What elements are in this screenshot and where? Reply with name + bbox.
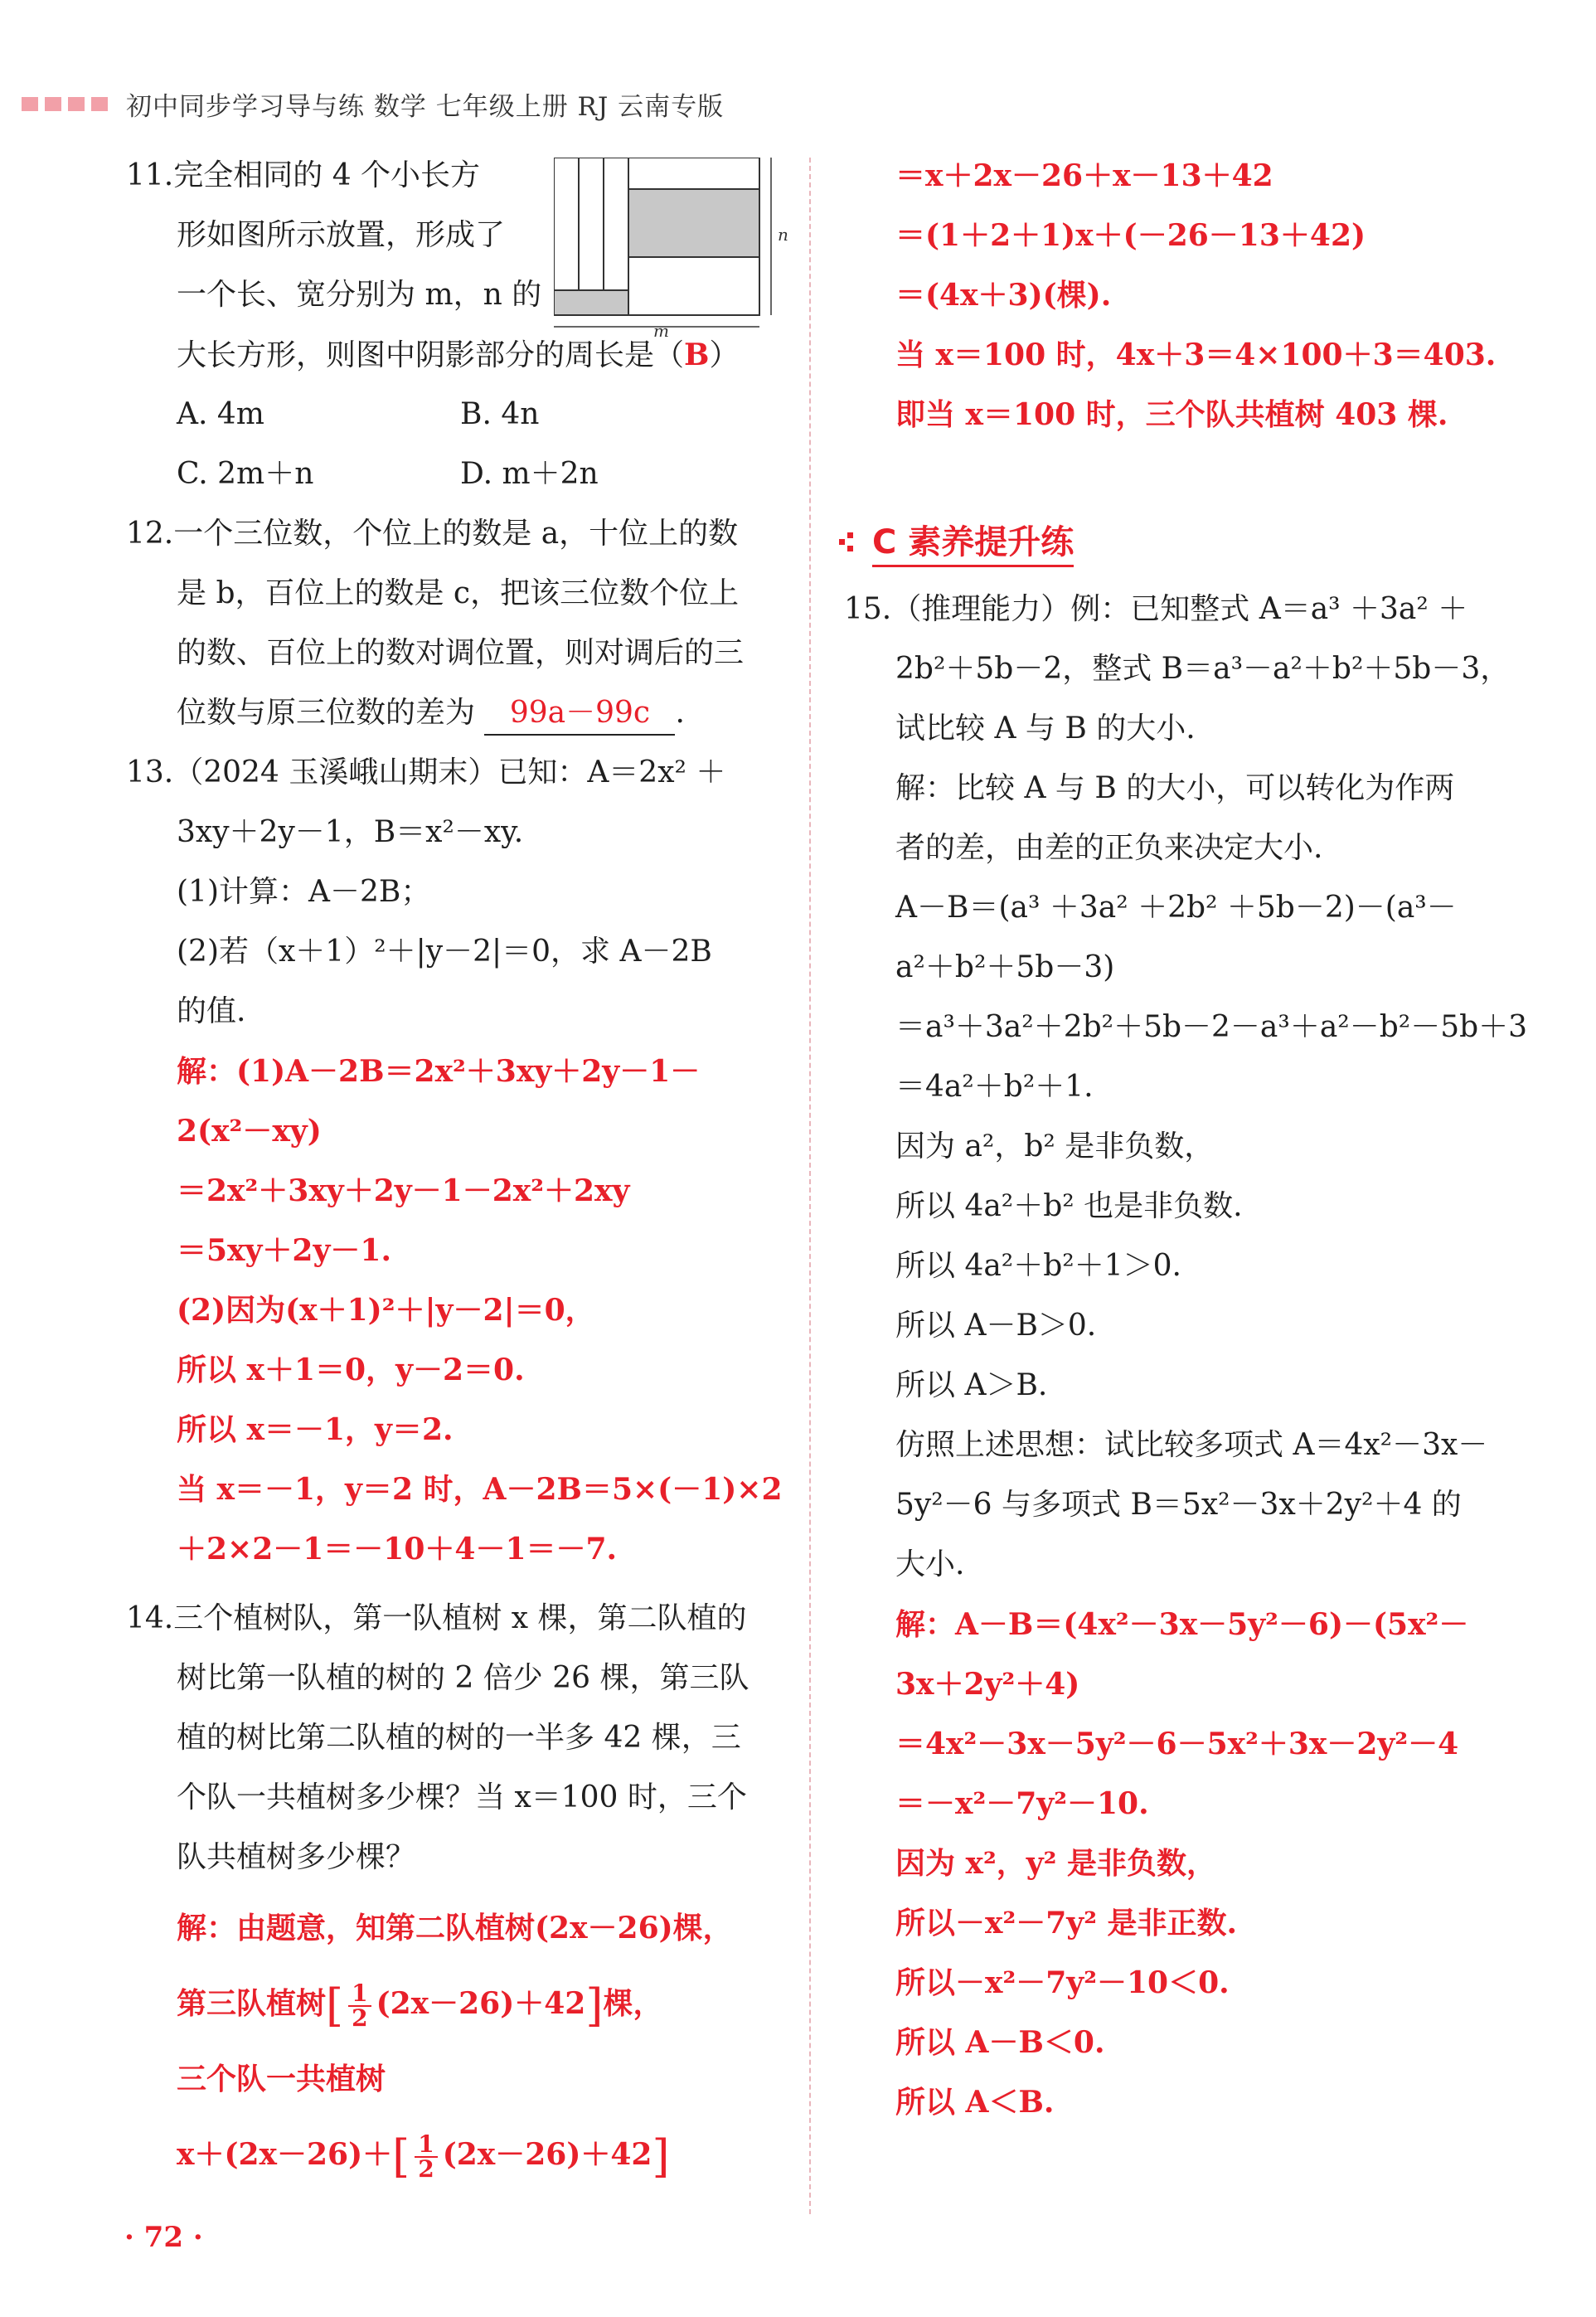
q13-solution-4: ＝5xy＋2y－1. [177, 1233, 391, 1268]
q14-solution-right-3: ＝(4x＋3)(棵). [895, 278, 1112, 313]
q14-solution-right-1: ＝x＋2x－26＋x－13＋42 [895, 158, 1273, 193]
q11-option-a: A. 4m [177, 397, 264, 431]
q11-option-c: C. 2m＋n [177, 457, 314, 491]
q13-line-3: (1)计算：A－2B； [177, 875, 431, 909]
q15-solution-5: 因为 x²，y² 是非负数， [895, 1846, 1216, 1881]
q15-line-7: a²＋b²＋5b－3) [895, 950, 1115, 984]
page-header [22, 83, 724, 124]
header-decor-square [22, 97, 38, 111]
q11-stem-end: 大长方形，则图中阴影部分的周长是 [177, 338, 655, 372]
q14-solution-4: x＋(2x－26)＋[ $\frac{1}{2}$ (2x－26)＋42] [177, 2130, 670, 2183]
q11-option-d: D. m＋2n [460, 457, 599, 491]
header-decor-square [91, 97, 108, 111]
q13-solution-6: 所以 x＋1＝0，y－2＝0. [177, 1353, 525, 1387]
q11-line-4: 大长方形，则图中阴影部分的周长是（B） [177, 338, 740, 372]
q15-solution-3: ＝4x²－3x－5y²－6－5x²＋3x－2y²－4 [895, 1727, 1459, 1761]
q13-line-4: (2)若（x＋1）²＋|y－2|＝0，求 A－2B [177, 935, 712, 969]
q13-line-5: 的值. [177, 994, 246, 1028]
q14-solution-right-5: 即当 x＝100 时，三个队共植树 403 棵. [895, 397, 1448, 432]
q15-line-5: 者的差，由差的正负来决定大小. [895, 831, 1323, 865]
q15-line-12: 所以 4a²＋b²＋1＞0. [895, 1249, 1181, 1283]
q14-solution-right-2: ＝(1＋2＋1)x＋(－26－13＋42) [895, 218, 1366, 253]
q11-line-2: 形如图所示放置，形成了 [177, 218, 506, 252]
column-divider [809, 158, 811, 2214]
q15-solution-9: 所以 A＜B. [895, 2085, 1055, 2120]
q15-line-3: 试比较 A 与 B 的大小. [895, 712, 1196, 746]
q15-solution-1: 解：A－B＝(4x²－3x－5y²－6)－(5x²－ [895, 1607, 1469, 1642]
q14-solution-right-4: 当 x＝100 时，4x＋3＝4×100＋3＝403. [895, 338, 1497, 372]
q15-solution-8: 所以 A－B＜0. [895, 2025, 1105, 2060]
q14-sol4-pre: x＋(2x－26)＋ [177, 2137, 393, 2172]
q13-solution-5: (2)因为(x＋1)²＋|y－2|＝0， [177, 1293, 595, 1328]
q11-line-3: 一个长、宽分别为 m，n 的 [177, 278, 542, 312]
q14-solution-2: 第三队植树[ $\frac{1}{2}$ (2x－26)＋42]棵， [177, 1979, 663, 2032]
q13-solution-2: 2(x²－xy) [177, 1114, 322, 1149]
q13-solution-8: 当 x＝－1，y＝2 时，A－2B＝5×(－1)×2 [177, 1472, 783, 1507]
q11-rectangle-figure [554, 158, 794, 340]
q15-line-17: 大小. [895, 1547, 965, 1581]
q11-line-1: 11.完全相同的 4 个小长方 [126, 158, 481, 192]
q15-line-1: 15.（推理能力）例：已知整式 A＝a³ ＋3a² ＋ [844, 592, 1468, 626]
q15-solution-4: ＝－x²－7y²－10. [895, 1786, 1149, 1821]
q14-line-5: 队共植树多少棵？ [177, 1840, 416, 1874]
q14-line-3: 植的树比第二队植的树的一半多 42 棵，三 [177, 1721, 741, 1755]
fig-label-n: n [778, 225, 788, 245]
q14-sol4-inner: (2x－26)＋42 [442, 2137, 652, 2172]
q14-line-1: 14.三个植树队，第一队植树 x 棵，第二队植的 [126, 1601, 747, 1635]
q12-answer-blank: 99a－99c [484, 692, 675, 736]
q13-solution-7: 所以 x＝－1，y＝2. [177, 1412, 454, 1447]
q15-solution-2: 3x＋2y²＋4) [895, 1667, 1080, 1702]
q15-solution-6: 所以－x²－7y² 是非正数. [895, 1906, 1238, 1941]
fig-shaded-bottom [554, 290, 628, 315]
q15-line-16: 5y²－6 与多项式 B＝5x²－3x＋2y²＋4 的 [895, 1488, 1462, 1522]
q15-line-2: 2b²＋5b－2，整式 B＝a³－a²＋b²＋5b－3， [895, 652, 1511, 686]
page-number: · 72 · [124, 2221, 203, 2254]
q13-line-1: 13.（2024 玉溪峨山期末）已知：A＝2x² ＋ [126, 755, 726, 789]
q14-sol2-post: 棵， [603, 1986, 663, 2021]
q12-line-3: 的数、百位上的数对调位置，则对调后的三 [177, 636, 745, 670]
header-title: 初中同步学习导与练 数学 七年级上册 RJ 云南专版 [126, 91, 725, 122]
q13-line-2: 3xy＋2y－1，B＝x²－xy. [177, 815, 524, 849]
q15-line-13: 所以 A－B＞0. [895, 1309, 1097, 1343]
q12-line-1: 12.一个三位数，个位上的数是 a，十位上的数 [126, 517, 739, 551]
q14-line-2: 树比第一队植的树的 2 倍少 26 棵，第三队 [177, 1661, 749, 1695]
q11-answer: B [684, 338, 710, 372]
q12-line-2: 是 b，百位上的数是 c，把该三位数个位上 [177, 576, 740, 610]
q11-option-b: B. 4n [460, 397, 540, 431]
fig-label-m: m [653, 321, 669, 340]
q15-line-15: 仿照上述思想：试比较多项式 A＝4x²－3x－ [895, 1428, 1488, 1462]
q13-solution-9: ＋2×2－1＝－10＋4－1＝－7. [177, 1532, 618, 1567]
q13-solution-1: 解：(1)A－2B＝2x²＋3xy＋2y－1－ [177, 1054, 701, 1089]
q15-line-6: A－B＝(a³ ＋3a² ＋2b² ＋5b－2)－(a³－ [895, 891, 1457, 925]
q15-line-10: 因为 a²，b² 是非负数， [895, 1129, 1215, 1163]
fig-shaded-top [628, 189, 759, 257]
q15-line-4: 解：比较 A 与 B 的大小，可以转化为作两 [895, 771, 1455, 805]
q15-line-11: 所以 4a²＋b² 也是非负数. [895, 1189, 1243, 1223]
q15-line-8: ＝a³＋3a²＋2b²＋5b－2－a³＋a²－b²－5b＋3 [895, 1010, 1528, 1044]
header-decor-square [45, 97, 61, 111]
q14-line-4: 个队一共植树多少棵？当 x＝100 时，三个 [177, 1780, 747, 1814]
q15-line-9: ＝4a²＋b²＋1. [895, 1070, 1094, 1104]
section-decor-icon [839, 529, 864, 554]
q14-sol2-pre: 第三队植树 [177, 1986, 327, 2021]
q12-line-4: 位数与原三位数的差为 99a－99c . [177, 692, 685, 736]
q14-sol2-inner: (2x－26)＋42 [376, 1986, 586, 2021]
header-decor-square [68, 97, 85, 111]
q13-solution-3: ＝2x²＋3xy＋2y－1－2x²＋2xy [177, 1173, 630, 1208]
q14-solution-1: 解：由题意，知第二队植树(2x－26)棵， [177, 1911, 733, 1945]
q14-solution-3: 三个队一共植树 [177, 2062, 386, 2096]
section-c-title: C 素养提升练 [872, 516, 1074, 567]
q15-solution-7: 所以－x²－7y²－10＜0. [895, 1965, 1230, 2000]
q14-fraction: $\frac{1}{2}$ [415, 2133, 437, 2181]
section-c-heading [839, 518, 1074, 565]
q14-fraction: $\frac{1}{2}$ [348, 1982, 371, 2030]
q15-line-14: 所以 A＞B. [895, 1368, 1048, 1402]
q12-stem-end: 位数与原三位数的差为 [177, 696, 476, 730]
